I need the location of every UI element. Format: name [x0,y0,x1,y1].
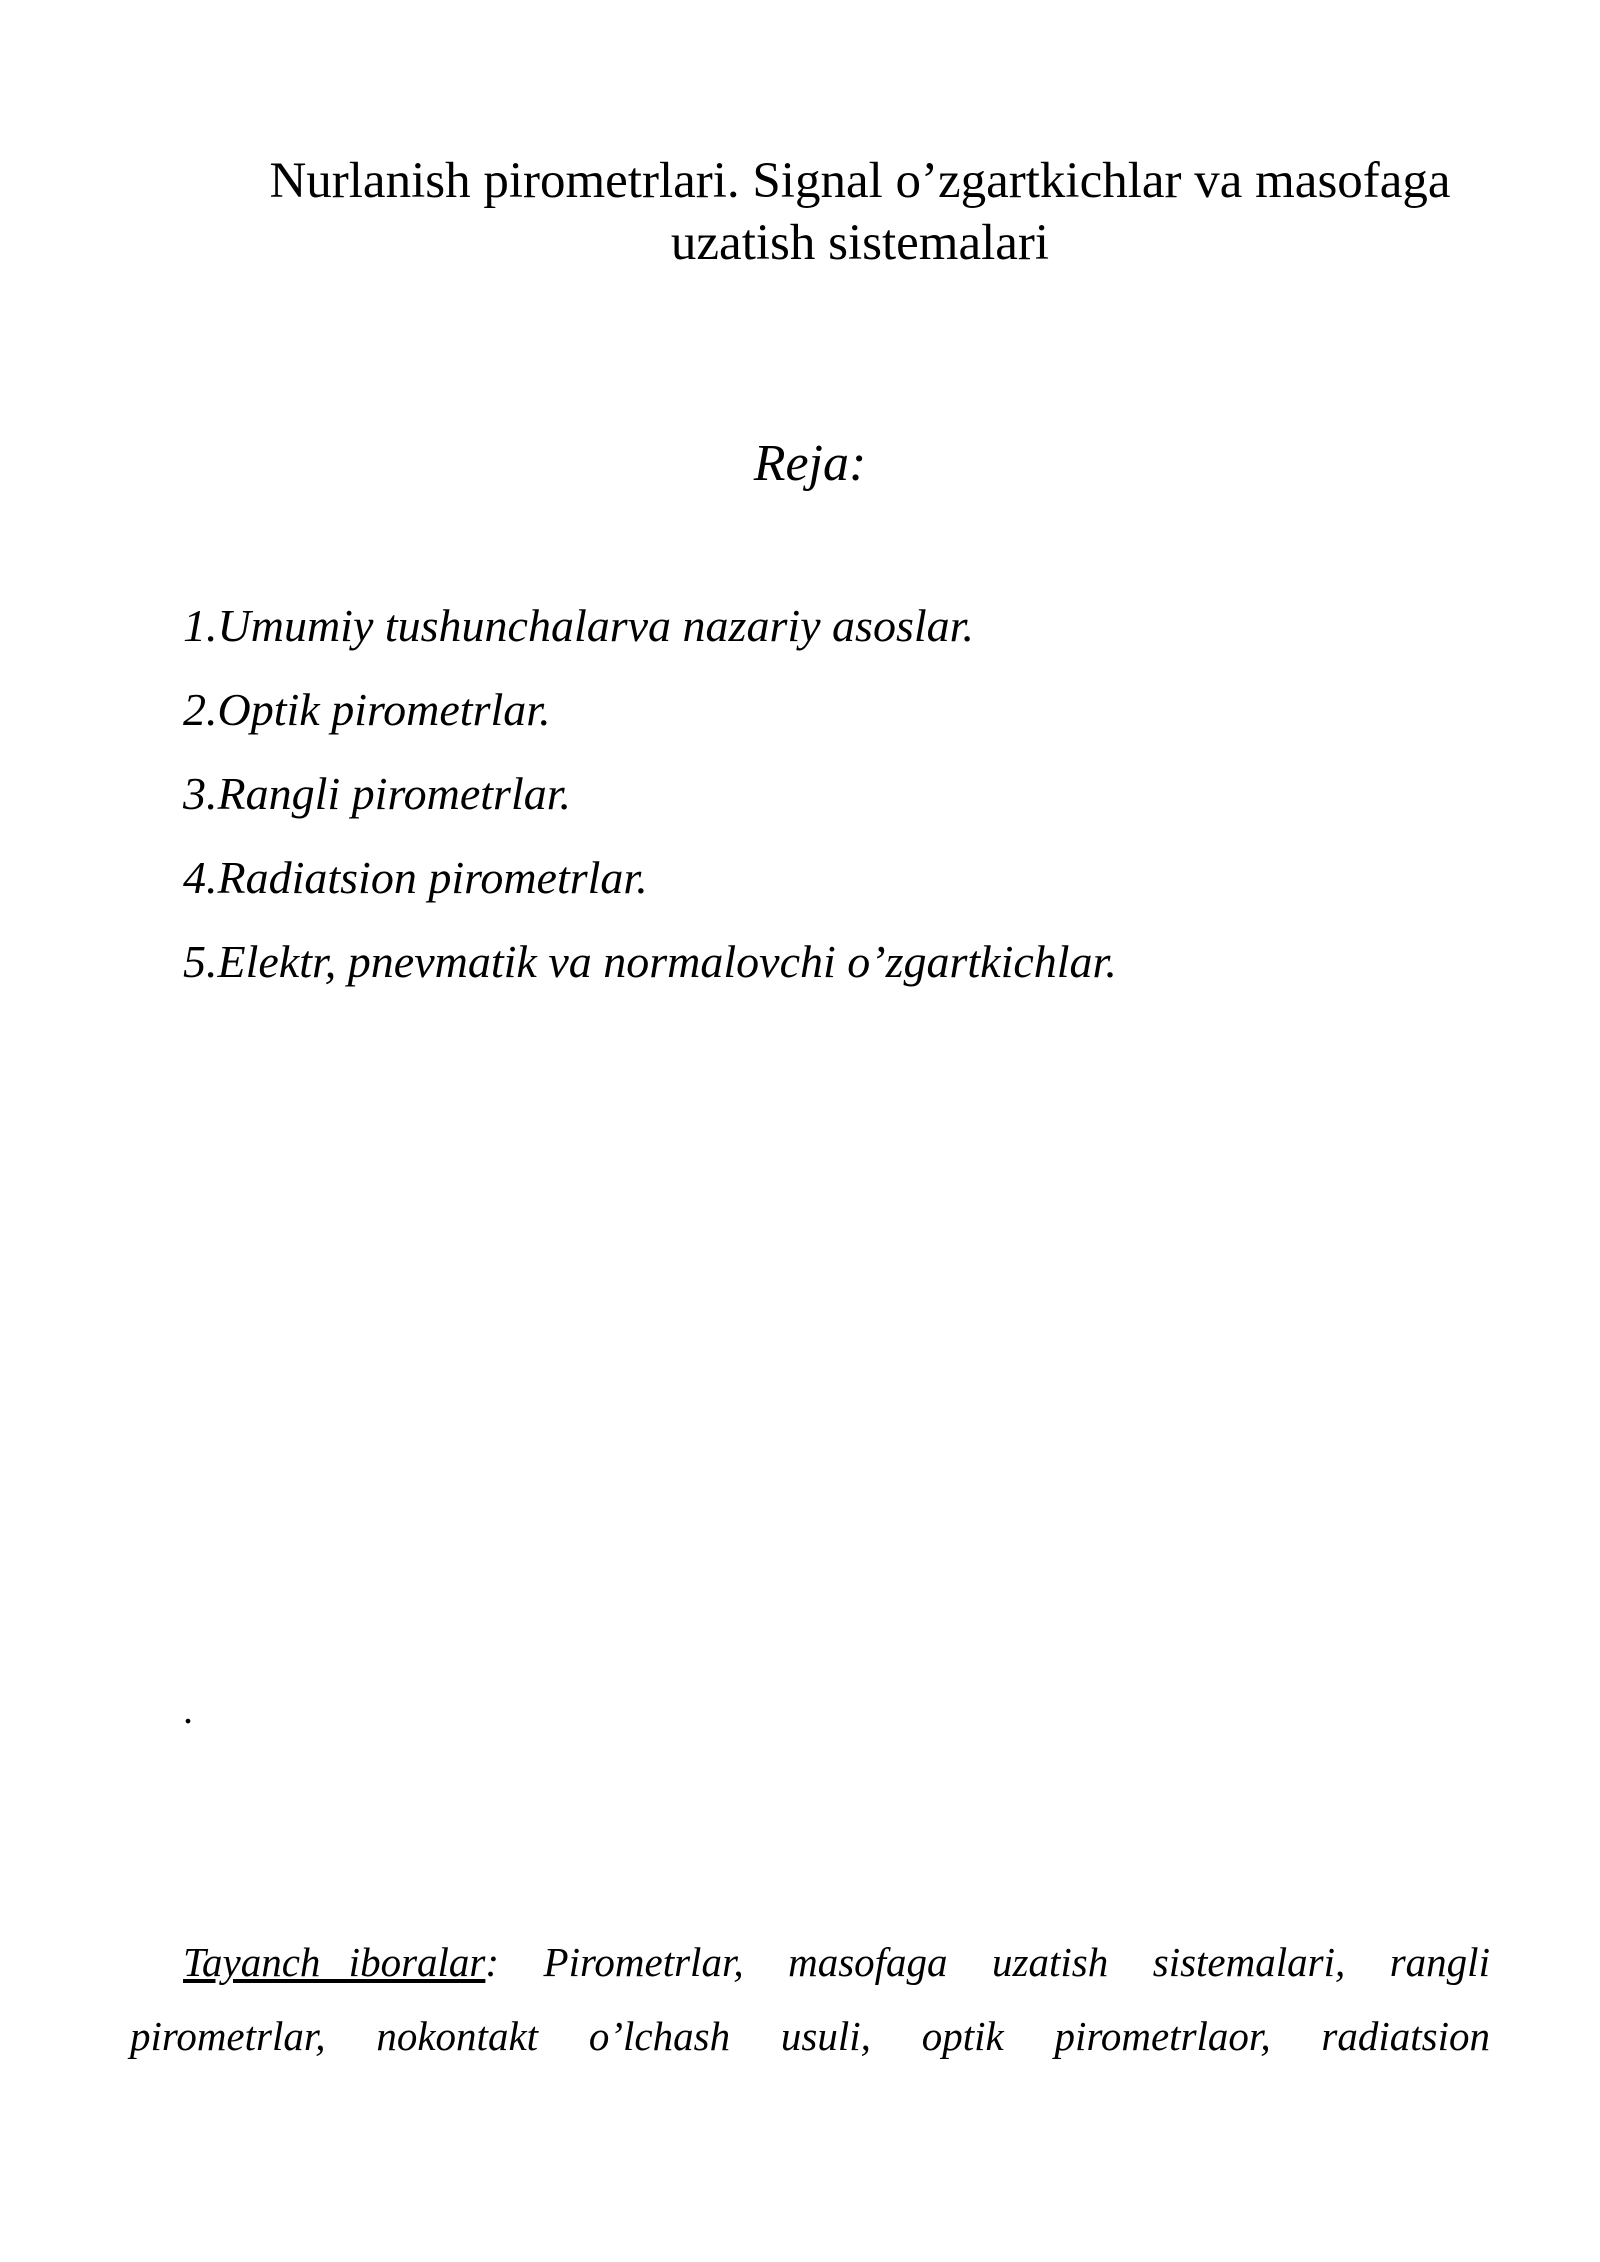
plan-item-4: 4.Radiatsion pirometrlar. [183,852,648,903]
keywords-line-1 [130,1925,1490,1999]
keyword-word: nokontakt [376,2013,539,2059]
title-line-1: Nurlanish pirometrlari. Signal o’zgartkichlar va masofaga [269,153,1451,209]
plan-item-1: 1.Umumiy tushunchalarva nazariy asoslar. [183,600,974,651]
plan-item-2: 2.Optik pirometrlar. [183,684,551,735]
title-line-2: uzatish sistemalari [670,215,1050,271]
keyword-word: o’lchash [588,2013,731,2059]
keyword-word: usuli, [780,2013,871,2059]
plan-item-5: 5.Elektr, pnevmatik va normalovchi o’zgartkichlar. [183,936,1117,987]
keywords-label-group [183,1925,499,1999]
plan-list [183,584,1117,1004]
keyword-word: pirometrlar, [130,2013,326,2059]
keyword-word: sistemalari, [1152,1939,1346,1985]
keyword-word: radiatsion [1321,2013,1490,2059]
keywords-paragraph [130,1925,1490,2073]
keywords-label: Tayanch iboralar [183,1939,486,1985]
keywords-colon: : [485,1939,500,1985]
keyword-word: rangli [1389,1939,1490,1985]
document-title [200,150,1520,274]
keyword-word: optik [921,2013,1004,2059]
keyword-word: masofaga [788,1939,948,1985]
stray-dot: . [183,1687,193,1732]
keyword-word: pirometrlaor, [1054,2013,1271,2059]
plan-item-3: 3.Rangli pirometrlar. [183,768,572,819]
plan-heading: Reja: [753,435,867,492]
keywords-line-2 [130,1999,1490,2073]
keyword-word: uzatish [992,1939,1109,1985]
keyword-word: Pirometrlar, [543,1939,744,1985]
